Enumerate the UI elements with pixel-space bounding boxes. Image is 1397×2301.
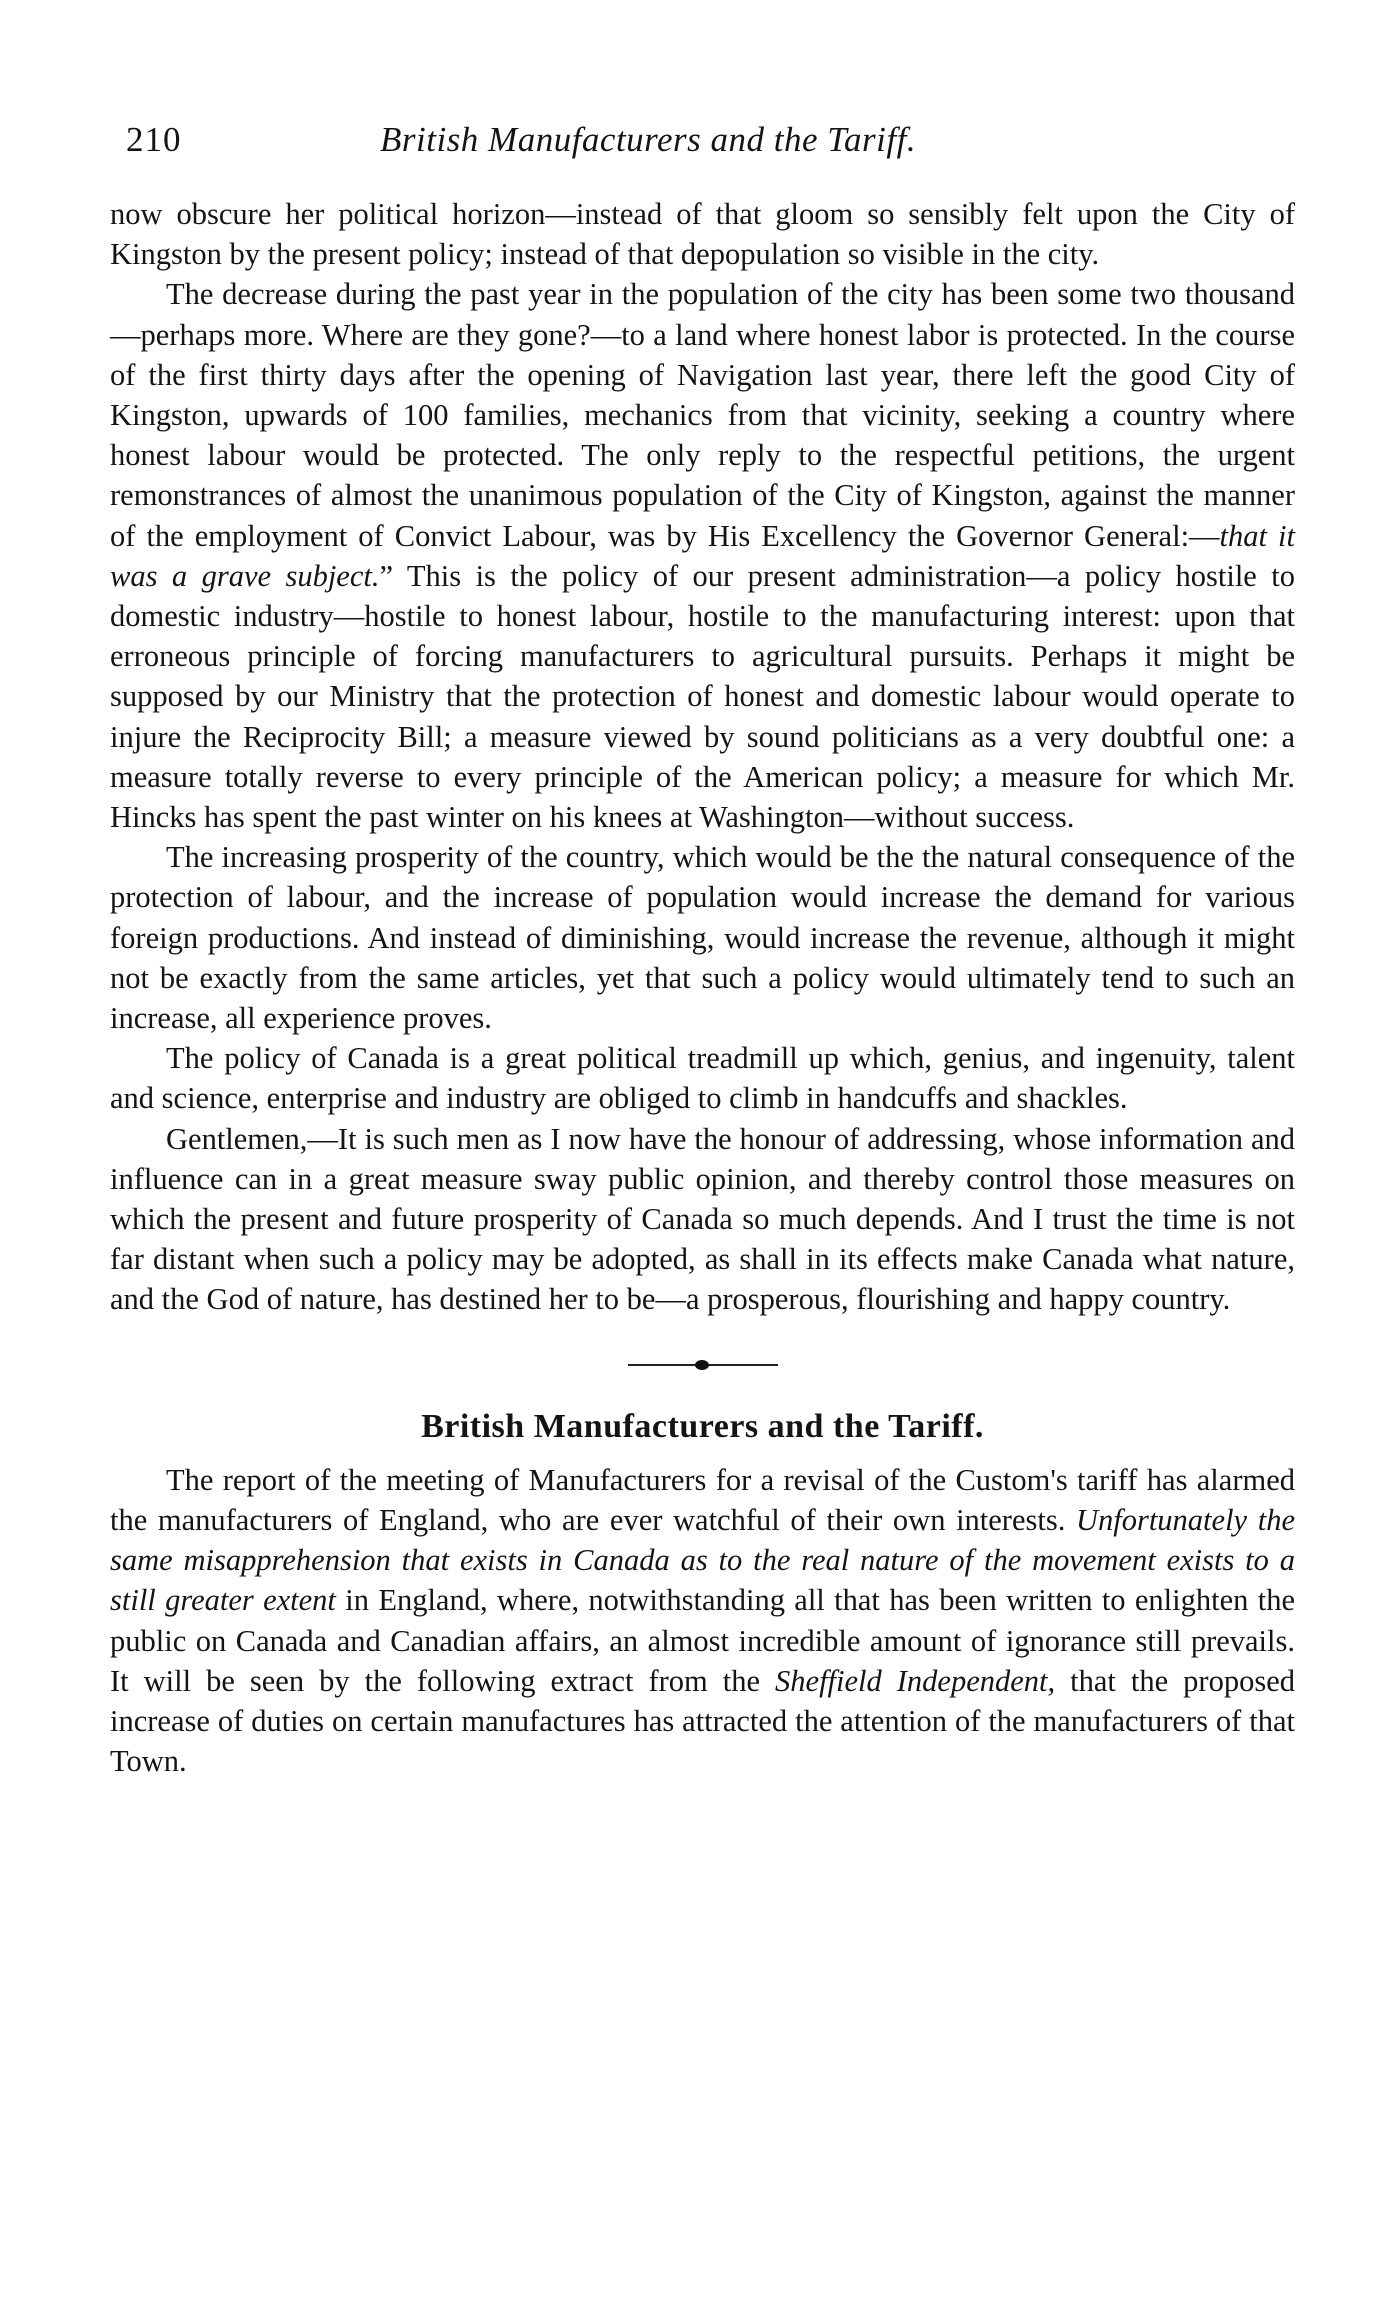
section-text-part1: The report of the meeting of Manufacturers for a revisal of the Custom's tariff has alarmed the manufacturers of England, who are ever watchful of their own interests. bbox=[110, 1462, 1295, 1537]
running-head bbox=[110, 120, 1295, 174]
running-title: British Manufacturers and the Tariff. bbox=[380, 120, 917, 159]
paragraph-1: now obscure her political horizon—instead of that gloom so sensibly felt upon the City of Kingston by the present policy; instead of that depopulation so visible in the city. bbox=[110, 197, 1295, 272]
section-text-italic1: Unfortunately the same misapprehension that exists in Canada as to the real nature of the movement exists to a still greater extent bbox=[110, 1502, 1295, 1618]
paragraph-2 bbox=[110, 274, 1295, 837]
section-heading: British Manufacturers and the Tariff. bbox=[421, 1407, 984, 1445]
section-divider bbox=[628, 1360, 778, 1370]
paragraph-4: The policy of Canada is a great political treadmill up which, genius, and ingenuity, talent and science, enterprise and industry are obliged to climb in handcuffs and shackles. bbox=[110, 1041, 1295, 1116]
book-page bbox=[110, 120, 1295, 1781]
governor-quote-close: ” bbox=[379, 558, 394, 593]
paragraph-3: The increasing prosperity of the country, which would be the the natural consequence of the protection of labour, and the increase of population would increase the demand for various foreign productions. And instead of diminishing, would increase the revenue, although it might not be exactly from the same articles, yet that such a policy would ultimately tend to such an increase, all experience proves. bbox=[110, 840, 1295, 1036]
paragraph-2-text: The decrease during the past year in the population of the city has been some two thousand—perhaps more. Where are they gone?—to a land where honest labor is protected. In the course of the first thirty days after the opening of Navigation last year, there left the good City of Kingston, upwards of 100 families, mechanics from that vicinity, seeking a country where honest labour would be protected. The only reply to the respectful petitions, the urgent remonstrances of almost the unanimous population of the City of Kingston, against the manner of the employment of Convict Labour, was by His Excellency the Governor General:— bbox=[110, 277, 1295, 553]
governor-quote: that it was a grave subject. bbox=[110, 518, 1295, 593]
divider-ornament-icon bbox=[695, 1360, 709, 1370]
section-text-part3: that the proposed increase of duties on certain manufactures has attracted the attention of the manufacturers of that Town. bbox=[110, 1663, 1295, 1779]
section-text-part2: in England, where, notwithstanding all that has been written to enlighten the public on Canada and Canadian affairs, an almost incredible amount of ignorance still prevails. It will be seen by the following extract from the bbox=[110, 1583, 1295, 1698]
page-number: 210 bbox=[126, 120, 182, 159]
section-text-italic2: Sheffield Independent, bbox=[775, 1663, 1056, 1698]
section-paragraph bbox=[110, 1460, 1295, 1782]
body-text bbox=[110, 194, 1295, 1320]
paragraph-5: Gentlemen,—It is such men as I now have the honour of addressing, whose information and influence can in a great measure sway public opinion, and thereby control those measures on which the present and future prosperity of Canada so much depends. And I trust the time is not far distant when such a policy may be adopted, as shall in its effects make Canada what nature, and the God of nature, has destined her to be—a prosperous, flourishing and happy country. bbox=[110, 1121, 1295, 1317]
section-body bbox=[110, 1460, 1295, 1782]
paragraph-2-continued: This is the policy of our present administration—a policy hostile to domestic industry—hostile to honest labour, hostile to the manufacturing interest: upon that erroneous principle of forcing manufacturers to agricultural pursuits. Perhaps it might be supposed by our Ministry that the protection of honest and domestic labour would operate to injure the Reciprocity Bill; a measure viewed by sound politicians as a very doubtful one: a measure totally reverse to every principle of the American policy; a measure for which Mr. Hincks has spent the past winter on his knees at Washington—without success. bbox=[110, 558, 1295, 835]
